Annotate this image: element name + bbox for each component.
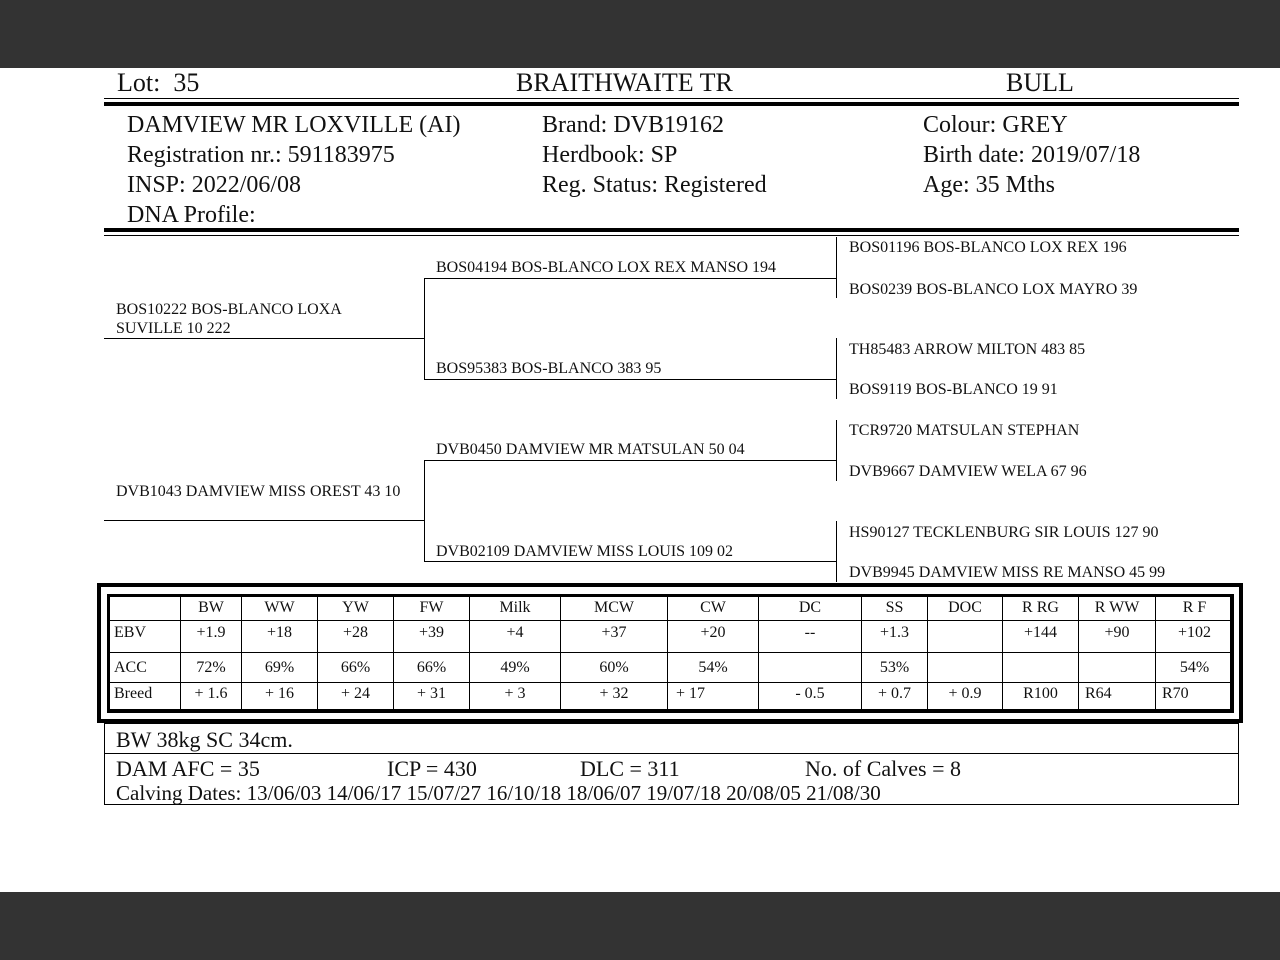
ggp-2: BOS0239 BOS-BLANCO LOX MAYRO 39	[849, 281, 1138, 298]
ggp-7: HS90127 TECKLENBURG SIR LOUIS 127 90	[849, 524, 1159, 541]
sire-dam: BOS95383 BOS-BLANCO 383 95	[436, 360, 662, 377]
info-rule-thick	[104, 228, 1239, 232]
registration-number: Registration nr.: 591183975	[127, 142, 395, 168]
ebv-header-row: BW WW YW FW Milk MCW CW DC SS DOC R RG R WW R F	[108, 595, 1234, 621]
ggp-8: DVB9945 DAMVIEW MISS RE MANSO 45 99	[849, 564, 1166, 581]
no-of-calves: No. of Calves = 8	[805, 756, 961, 781]
icp: ICP = 430	[387, 756, 477, 781]
dam: DVB1043 DAMVIEW MISS OREST 43 10	[116, 483, 401, 500]
ggp-5: TCR9720 MATSULAN STEPHAN	[849, 422, 1080, 439]
lot-label: Lot: 35	[117, 68, 200, 97]
animal-name: DAMVIEW MR LOXVILLE (AI)	[127, 112, 461, 138]
calving-dates: Calving Dates: 13/06/03 14/06/17 15/07/27 16/10/18 18/06/07 19/07/18 20/08/05 21/08/30	[116, 781, 881, 805]
dam-sire: DVB0450 DAMVIEW MR MATSULAN 50 04	[436, 441, 745, 458]
breeder-name: BRAITHWAITE TR	[516, 68, 733, 97]
bottom-dark-bar	[0, 892, 1280, 960]
header-rule-thick	[104, 102, 1239, 106]
sex-label: BULL	[1006, 68, 1074, 97]
footer-divider	[104, 753, 1239, 754]
sire: BOS10222 BOS-BLANCO LOXA SUVILLE 10 222	[116, 301, 341, 337]
ggp-4: BOS9119 BOS-BLANCO 19 91	[849, 381, 1058, 398]
age: Age: 35 Mths	[923, 172, 1055, 198]
header-rule-thin	[104, 98, 1239, 99]
top-dark-bar	[0, 0, 1280, 68]
ggp-1: BOS01196 BOS-BLANCO LOX REX 196	[849, 239, 1127, 256]
dam-afc: DAM AFC = 35	[116, 756, 260, 781]
birth-date: Birth date: 2019/07/18	[923, 142, 1141, 168]
info-rule-thin	[104, 235, 1239, 236]
reg-status: Reg. Status: Registered	[542, 172, 767, 198]
herdbook: Herdbook: SP	[542, 142, 678, 168]
ebv-row: EBV +1.9 +18 +28 +39 +4 +37 +20 -- +1.3 +144 +90 +102	[108, 621, 1234, 653]
ebv-inner-frame	[107, 594, 1233, 712]
colour: Colour: GREY	[923, 112, 1068, 138]
dlc: DLC = 311	[580, 756, 680, 781]
insp-date: INSP: 2022/06/08	[127, 172, 302, 198]
lot-number: 35	[173, 68, 200, 97]
brand: Brand: DVB19162	[542, 112, 724, 138]
dna-profile: DNA Profile:	[127, 202, 256, 228]
breed-row: Breed + 1.6 + 16 + 24 + 31 + 3 + 32 + 17 - 0.5 + 0.7 + 0.9 R100 R64 R70	[108, 683, 1234, 713]
sire-sire: BOS04194 BOS-BLANCO LOX REX MANSO 194	[436, 259, 777, 276]
ggp-3: TH85483 ARROW MILTON 483 85	[849, 341, 1086, 358]
ggp-6: DVB9667 DAMVIEW WELA 67 96	[849, 463, 1087, 480]
dam-dam: DVB02109 DAMVIEW MISS LOUIS 109 02	[436, 543, 734, 560]
acc-row: ACC 72% 69% 66% 66% 49% 60% 54% 53% 54%	[108, 653, 1234, 683]
measurements: BW 38kg SC 34cm.	[116, 727, 293, 752]
